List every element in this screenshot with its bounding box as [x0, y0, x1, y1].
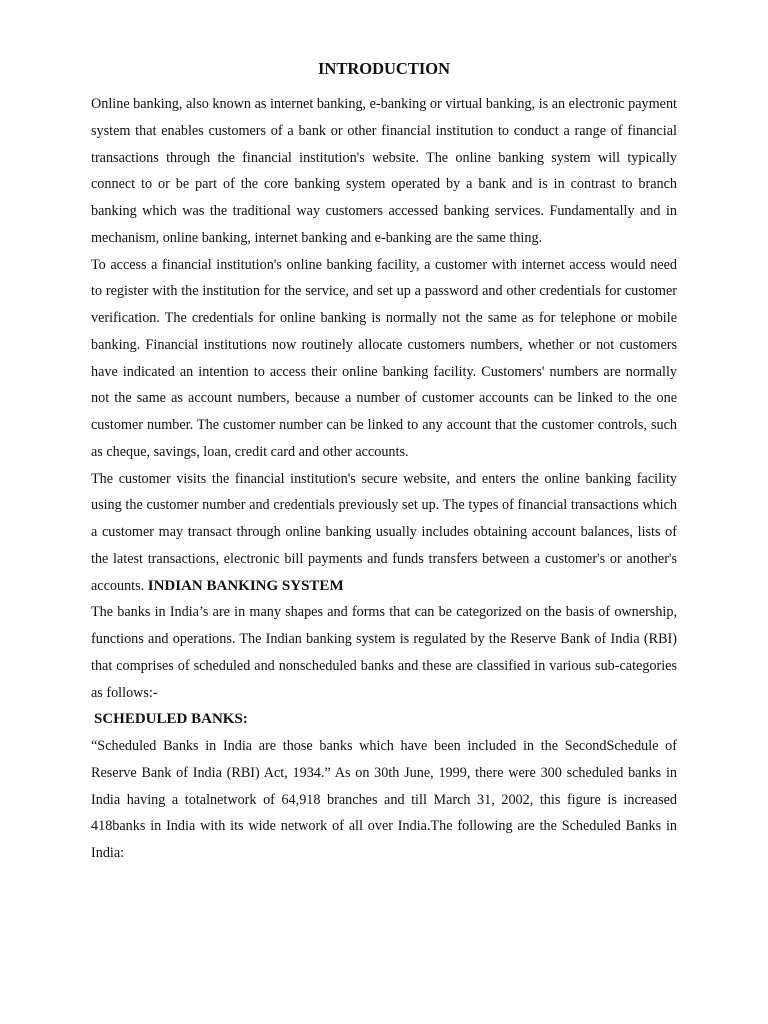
paragraph-online-banking-definition: Online banking, also known as internet banking, e-banking or virtual banking, is an electronic payment system that enables customers of a bank or other financial institution to conduct a range of financial transactions through the financial institution's website. The online banking system will typically connect to or be part of the core banking system operated by a bank and is in contrast to branch banking which was the traditional way customers accessed banking services. Fundamentally and in mechanism, online banking, internet banking and e-banking are the same thing. [91, 96, 677, 246]
paragraph-customer-visit [91, 466, 677, 600]
heading-indian-banking-system: INDIAN BANKING SYSTEM [147, 577, 344, 594]
paragraph-online-banking-access: To access a financial institution's online banking facility, a customer with internet access would need to register with the institution for the service, and set up a password and other credentials for customer verification. The credentials for online banking is normally not the same as for telephone or mobile banking. Financial institutions now routinely allocate customers numbers, whether or not customers have indicated an intention to access their online banking facility. Customers' numbers are normally not the same as account numbers, because a number of customer accounts can be linked to the one customer number. The customer number can be linked to any account that the customer controls, such as cheque, savings, loan, credit card and other accounts. [91, 256, 677, 460]
heading-scheduled-banks: SCHEDULED BANKS: [94, 711, 248, 728]
paragraph-scheduled-banks: “Scheduled Banks in India are those banks which have been included in the SecondSchedule of Reserve Bank of India (RBI) Act, 1934.” As on 30th June, 1999, there were 300 scheduled banks in India having a totalnetwork of 64,918 branches and till March 31, 2002, this figure is increased 418banks in India with its wide network of all over India.The following are the Scheduled Banks in India: [91, 738, 677, 861]
paragraph-indian-banks: The banks in India’s are in many shapes and forms that can be categorized on the basis of ownership, functions and operations. The Indian banking system is regulated by the Reserve Bank of India (RBI) that comprises of scheduled and nonscheduled banks and these are classified in various sub-categories as follows:- [91, 604, 677, 701]
document-title: INTRODUCTION [317, 59, 451, 78]
document-body [91, 91, 677, 867]
paragraph-customer-visit-text: The customer visits the financial institution's secure website, and enters the online banking facility using the customer number and credentials previously set up. The types of financial transactions which a customer may transact through online banking usually includes obtaining account balances, lists of the latest transactions, electronic bill payments and funds transfers between a customer's or another's accounts. [91, 470, 677, 594]
